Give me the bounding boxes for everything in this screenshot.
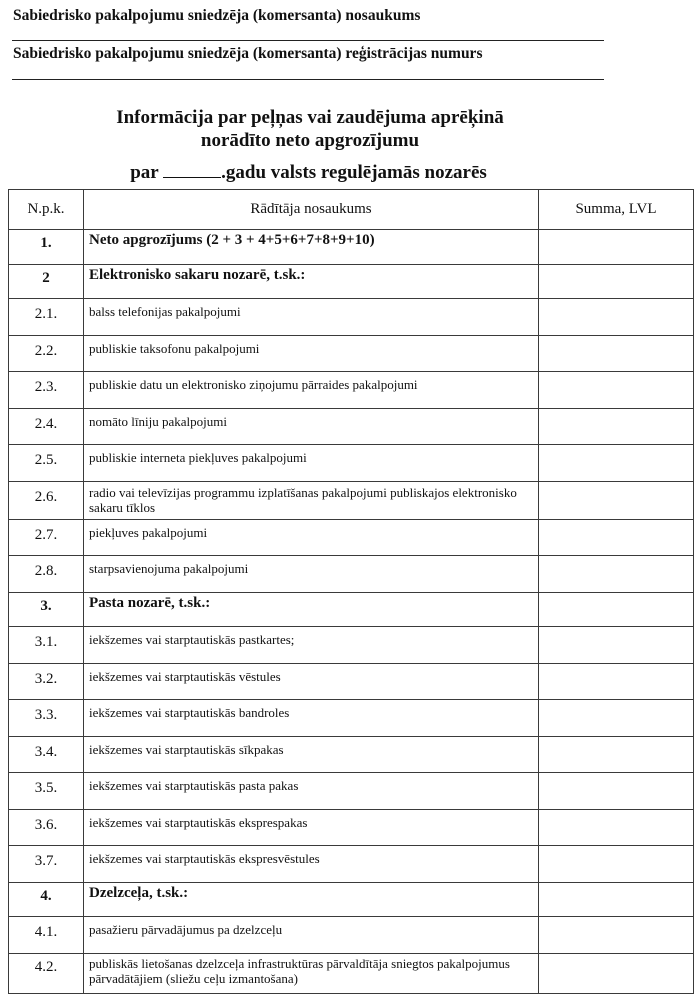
row-number: 3. — [9, 592, 84, 627]
row-sum-input[interactable] — [539, 592, 694, 627]
row-indicator-name: iekšzemes vai starptautiskās sīkpakas — [84, 736, 539, 773]
title-line-3-suffix: .gadu valsts regulējamās nozarēs — [221, 162, 487, 183]
table-row — [9, 700, 694, 737]
row-indicator-name: publiskie interneta piekļuves pakalpojumi — [84, 445, 539, 482]
row-number: 2.6. — [9, 481, 84, 519]
title-line-3-prefix: par — [130, 162, 159, 183]
row-sum-input[interactable] — [539, 519, 694, 556]
row-indicator-name: radio vai televīzijas programmu izplatīšanas pakalpojumi publiskajos elektronisko sakaru tīklos — [84, 481, 539, 519]
table-row — [9, 372, 694, 409]
row-sum-input[interactable] — [539, 264, 694, 299]
year-blank-field[interactable] — [163, 161, 221, 178]
row-sum-input[interactable] — [539, 953, 694, 993]
row-indicator-name: nomāto līniju pakalpojumi — [84, 408, 539, 445]
row-indicator-name: Dzelzceļa, t.sk.: — [84, 882, 539, 917]
row-number: 2.2. — [9, 335, 84, 372]
row-number: 3.3. — [9, 700, 84, 737]
row-number: 4.2. — [9, 953, 84, 993]
row-indicator-name: publiskie taksofonu pakalpojumi — [84, 335, 539, 372]
row-sum-input[interactable] — [539, 773, 694, 810]
table-row — [9, 408, 694, 445]
row-number: 2.7. — [9, 519, 84, 556]
row-sum-input[interactable] — [539, 481, 694, 519]
row-sum-input[interactable] — [539, 627, 694, 664]
row-indicator-name: balss telefonijas pakalpojumi — [84, 299, 539, 336]
row-indicator-name: iekšzemes vai starptautiskās pastkartes; — [84, 627, 539, 664]
row-number: 2.8. — [9, 556, 84, 593]
table-row — [9, 809, 694, 846]
registration-number-label: Sabiedrisko pakalpojumu sniedzēja (komersanta) reģistrācijas numurs — [13, 45, 483, 62]
row-indicator-name: iekšzemes vai starptautiskās eksprespakas — [84, 809, 539, 846]
row-indicator-name: Neto apgrozījums (2 + 3 + 4+5+6+7+8+9+10) — [84, 230, 539, 265]
title-line-1: Informācija par peļņas vai zaudējuma aprēķinā — [116, 107, 504, 128]
turnover-table — [8, 189, 694, 994]
table-body — [9, 230, 694, 994]
table-row — [9, 481, 694, 519]
row-number: 3.7. — [9, 846, 84, 883]
row-number: 1. — [9, 230, 84, 265]
row-sum-input[interactable] — [539, 372, 694, 409]
row-number: 3.4. — [9, 736, 84, 773]
row-sum-input[interactable] — [539, 917, 694, 954]
row-sum-input[interactable] — [539, 408, 694, 445]
row-sum-input[interactable] — [539, 335, 694, 372]
row-number: 2.4. — [9, 408, 84, 445]
row-indicator-name: Elektronisko sakaru nozarē, t.sk.: — [84, 264, 539, 299]
row-sum-input[interactable] — [539, 663, 694, 700]
row-indicator-name: starpsavienojuma pakalpojumi — [84, 556, 539, 593]
table-row — [9, 445, 694, 482]
table-row — [9, 264, 694, 299]
table-row — [9, 519, 694, 556]
table-row — [9, 299, 694, 336]
column-header-sum: Summa, LVL — [539, 190, 694, 230]
row-sum-input[interactable] — [539, 556, 694, 593]
title-line-2: norādīto neto apgrozījumu — [200, 130, 420, 151]
row-indicator-name: Pasta nozarē, t.sk.: — [84, 592, 539, 627]
row-sum-input[interactable] — [539, 846, 694, 883]
row-number: 4. — [9, 882, 84, 917]
registration-number-line[interactable] — [12, 79, 604, 80]
row-indicator-name: publiskās lietošanas dzelzceļa infrastruktūras pārvaldītāja sniegtos pakalpojumus pārvadātājiem (sliežu ceļu izmantošana) — [84, 953, 539, 993]
title-line-3 — [0, 161, 617, 184]
row-number: 3.1. — [9, 627, 84, 664]
table-row — [9, 882, 694, 917]
row-indicator-name: piekļuves pakalpojumi — [84, 519, 539, 556]
row-sum-input[interactable] — [539, 299, 694, 336]
row-indicator-name: iekšzemes vai starptautiskās ekspresvēstules — [84, 846, 539, 883]
table-header-row — [9, 190, 694, 230]
row-sum-input[interactable] — [539, 809, 694, 846]
table-row — [9, 230, 694, 265]
row-indicator-name: iekšzemes vai starptautiskās vēstules — [84, 663, 539, 700]
row-number: 3.2. — [9, 663, 84, 700]
table-row — [9, 556, 694, 593]
row-number: 2 — [9, 264, 84, 299]
company-name-label: Sabiedrisko pakalpojumu sniedzēja (komersanta) nosaukums — [13, 7, 421, 24]
row-number: 2.3. — [9, 372, 84, 409]
table-row — [9, 953, 694, 993]
company-name-line[interactable] — [12, 40, 604, 41]
row-sum-input[interactable] — [539, 230, 694, 265]
row-indicator-name: pasažieru pārvadājumus pa dzelzceļu — [84, 917, 539, 954]
row-number: 3.6. — [9, 809, 84, 846]
row-number: 2.1. — [9, 299, 84, 336]
row-sum-input[interactable] — [539, 882, 694, 917]
table-row — [9, 627, 694, 664]
row-sum-input[interactable] — [539, 445, 694, 482]
row-indicator-name: iekšzemes vai starptautiskās bandroles — [84, 700, 539, 737]
row-indicator-name: publiskie datu un elektronisko ziņojumu pārraides pakalpojumi — [84, 372, 539, 409]
column-header-number: N.p.k. — [9, 190, 84, 230]
table-row — [9, 846, 694, 883]
table-row — [9, 335, 694, 372]
row-number: 4.1. — [9, 917, 84, 954]
row-indicator-name: iekšzemes vai starptautiskās pasta pakas — [84, 773, 539, 810]
row-number: 2.5. — [9, 445, 84, 482]
row-number: 3.5. — [9, 773, 84, 810]
table-row — [9, 736, 694, 773]
table-row — [9, 663, 694, 700]
table-row — [9, 917, 694, 954]
table-row — [9, 773, 694, 810]
table-row — [9, 592, 694, 627]
row-sum-input[interactable] — [539, 700, 694, 737]
row-sum-input[interactable] — [539, 736, 694, 773]
column-header-name: Rādītāja nosaukums — [84, 190, 539, 230]
